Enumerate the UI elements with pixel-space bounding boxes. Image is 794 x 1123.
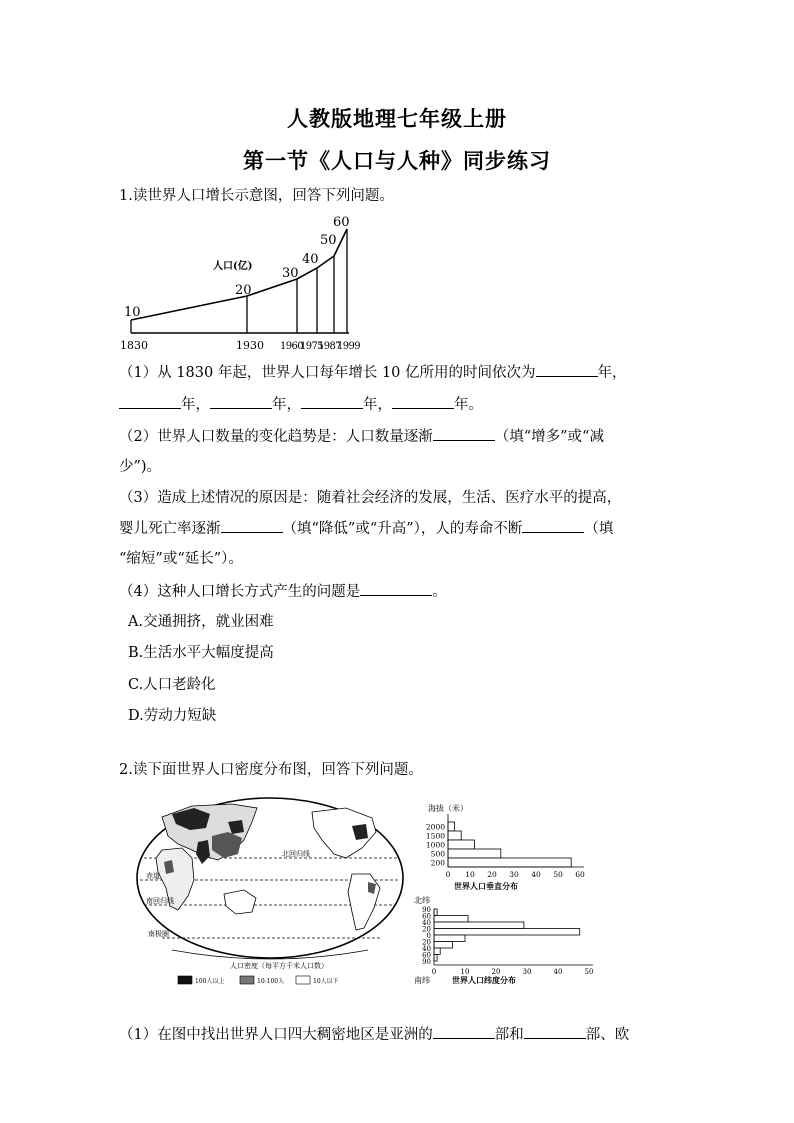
lat-bar xyxy=(434,955,437,962)
document-subtitle: 第一节《人口与人种》同步练习 xyxy=(243,149,551,173)
lat-tick-label: 20 xyxy=(422,938,431,947)
pop-label-30: 30 xyxy=(282,266,299,281)
legend-label-low: 10人以下 xyxy=(313,978,339,985)
alt-x-tick: 60 xyxy=(575,870,585,879)
alt-tick-label: 200 xyxy=(430,858,445,868)
alt-chart-ylabel: 海拔（米） xyxy=(428,804,468,813)
lat-x-tick: 30 xyxy=(522,968,532,976)
map-legend-title: 人口密度（每平方千米人口数） xyxy=(230,962,328,970)
option-c[interactable]: C.人口老龄化 xyxy=(128,677,216,693)
answer-blank[interactable] xyxy=(536,362,598,377)
year-label-1960: 1960 xyxy=(280,341,304,352)
pop-label-10: 10 xyxy=(124,305,141,320)
document-title: 人教版地理七年级上册 xyxy=(287,107,507,131)
alt-tick-label: 1000 xyxy=(425,840,445,850)
lat-bar xyxy=(434,935,465,942)
answer-blank[interactable] xyxy=(433,426,495,441)
legend-swatch-low xyxy=(296,976,310,984)
option-b[interactable]: B.生活水平大幅度提高 xyxy=(128,645,274,661)
lat-bar xyxy=(434,942,453,949)
legend-label-high: 100人以上 xyxy=(195,978,225,985)
lat-tick-label: 60 xyxy=(422,912,431,921)
lat-x-tick: 10 xyxy=(460,968,470,976)
latitude-distribution-chart xyxy=(412,893,602,993)
alt-bar xyxy=(448,858,571,867)
lat-tick-label: 90 xyxy=(422,906,431,914)
year-label-1987: 1987 xyxy=(318,341,342,352)
lat-chart-title: 世界人口纬度分布 xyxy=(452,975,516,985)
option-a[interactable]: A.交通拥挤，就业困难 xyxy=(128,614,274,630)
year-label-1830: 1830 xyxy=(120,339,148,352)
lat-x-tick: 0 xyxy=(431,968,437,976)
alt-x-tick: 50 xyxy=(553,870,563,879)
alt-tick-label: 2000 xyxy=(425,822,445,832)
alt-bar xyxy=(448,840,474,849)
question-1-stem: 1.读世界人口增长示意图，回答下列问题。 xyxy=(119,188,394,204)
pop-label-50: 50 xyxy=(320,233,337,248)
lat-tick-label: 90 xyxy=(422,958,431,966)
lat-bar xyxy=(434,929,580,936)
question-1-part-1a: （1）从 1830 年起，世界人口每年增长 10 亿所用的时间依次为 年， xyxy=(119,362,627,383)
map-label-south-tropic: 南回归线 xyxy=(146,897,174,905)
year-label-1930: 1930 xyxy=(236,339,264,352)
map-label-equator: 赤道 xyxy=(146,872,160,880)
question-1-part-1b: 年， 年， 年， 年。 xyxy=(119,394,483,415)
question-1-part-3c: “缩短”或“延长”）。 xyxy=(119,551,243,567)
altitude-distribution-chart xyxy=(414,800,594,892)
map-label-north-tropic: 北回归线 xyxy=(282,850,310,858)
year-label-1999: 1999 xyxy=(337,341,361,352)
population-density-map xyxy=(132,792,412,992)
answer-blank[interactable] xyxy=(360,581,432,596)
option-d[interactable]: D.劳动力短缺 xyxy=(128,708,217,724)
answer-blank[interactable] xyxy=(392,394,454,409)
alt-x-tick: 20 xyxy=(487,870,497,879)
question-2-stem: 2.读下面世界人口密度分布图，回答下列问题。 xyxy=(119,762,423,778)
question-1-part-3b: 婴儿死亡率逐渐 （填“降低”或“升高”），人的寿命不断 （填 xyxy=(119,518,613,539)
alt-bar xyxy=(448,831,461,840)
legend-swatch-high xyxy=(178,976,192,984)
lat-bar xyxy=(434,922,524,929)
answer-blank[interactable] xyxy=(524,1024,586,1039)
lat-tick-label: 40 xyxy=(422,945,431,953)
question-1-part-3a: （3）造成上述情况的原因是：随着社会经济的发展，生活、医疗水平的提高， xyxy=(119,490,622,506)
lat-tick-label: 20 xyxy=(422,925,431,934)
lat-bar xyxy=(434,948,440,955)
legend-swatch-mid xyxy=(240,976,254,984)
map-label-antarctic: 南极圈 xyxy=(148,930,169,938)
legend-label-mid: 10-100人 xyxy=(257,978,285,985)
alt-x-tick: 0 xyxy=(445,870,451,879)
lat-tick-label: 60 xyxy=(422,951,431,960)
answer-blank[interactable] xyxy=(522,518,584,533)
alt-tick-label: 1500 xyxy=(425,831,445,841)
alt-bar xyxy=(448,822,455,831)
question-1-part-2b: 少”)。 xyxy=(119,459,162,475)
lat-x-tick: 50 xyxy=(584,968,594,976)
alt-x-tick: 40 xyxy=(531,870,541,879)
answer-blank[interactable] xyxy=(221,518,283,533)
question-2-part-1: （1）在图中找出世界人口四大稠密地区是亚洲的 部和 部、欧 xyxy=(119,1024,629,1045)
lat-x-tick: 40 xyxy=(553,968,563,976)
lat-north-label: 北纬 xyxy=(414,896,430,905)
lat-x-tick: 20 xyxy=(491,968,501,976)
alt-chart-title: 世界人口垂直分布 xyxy=(454,881,518,891)
question-1-part-4: （4）这种人口增长方式产生的问题是 。 xyxy=(119,581,447,602)
population-growth-chart xyxy=(118,213,370,353)
lat-bar xyxy=(434,916,468,923)
answer-blank[interactable] xyxy=(433,1024,495,1039)
answer-blank[interactable] xyxy=(210,394,272,409)
alt-tick-label: 500 xyxy=(430,849,445,859)
chart-ylabel: 人口(亿) xyxy=(213,261,253,272)
alt-x-tick: 30 xyxy=(509,870,519,879)
question-1-part-2a: （2）世界人口数量的变化趋势是：人口数量逐渐 （填“增多”或“减 xyxy=(119,426,604,447)
lat-bar xyxy=(434,909,437,916)
pop-label-20: 20 xyxy=(235,283,252,298)
pop-label-40: 40 xyxy=(302,252,319,267)
pop-label-60: 60 xyxy=(333,215,350,230)
answer-blank[interactable] xyxy=(301,394,363,409)
alt-x-tick: 10 xyxy=(465,870,475,879)
year-label-1975: 1975 xyxy=(300,341,324,352)
lat-south-label: 南纬 xyxy=(414,976,430,985)
lat-tick-label: 0 xyxy=(426,932,431,940)
alt-bar xyxy=(448,849,501,858)
answer-blank[interactable] xyxy=(119,394,181,409)
lat-tick-label: 40 xyxy=(422,919,431,927)
